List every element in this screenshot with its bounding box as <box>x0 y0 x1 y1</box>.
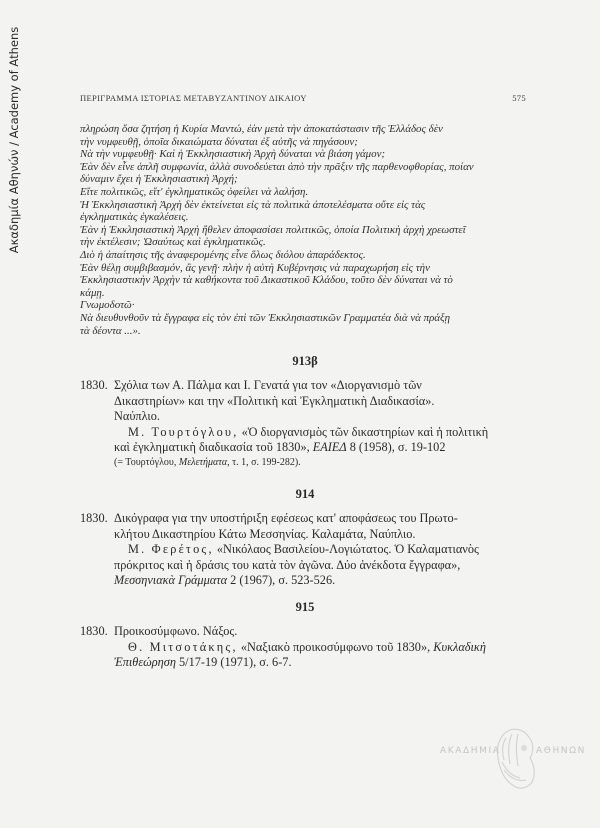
quote-line: Γνωμοδοτῶ· <box>80 299 135 312</box>
reference-line: «Ναξιακὸ προικοσύμφωνο τοῦ 1830», <box>240 639 431 654</box>
reference-line: 2 (1967), σ. 523-526. <box>230 573 336 588</box>
entry-desc-line: Δικόγραφα για την υποστήριξη εφέσεως κατ' αποφάσεως του Πρωτο- <box>114 511 458 525</box>
section-number: 914 <box>295 487 315 501</box>
entry-reference-cont <box>80 558 530 574</box>
reference-note <box>80 456 530 469</box>
entry-reference-cont <box>80 440 530 456</box>
reference-line: 8 (1958), σ. 19-102 <box>349 440 446 455</box>
entry-reference <box>80 640 530 656</box>
entry-desc-line: κλήτου Δικαστηρίου Κάτω Μεσσηνίας. Καλαμάτα, Ναύπλιο. <box>114 526 416 541</box>
reference-author: Μ. Τουρτόγλου, <box>128 424 239 439</box>
side-label-text: Ακαδημία Αθηνών / Academy of Athens <box>7 26 21 254</box>
entry-desc-line: Σχόλια των Α. Πάλμα και Ι. Γενατά για τον «Διοργανισμὸ τῶν <box>114 378 422 392</box>
reference-author: Μ. Φερέτος, <box>128 542 214 557</box>
reference-journal: Μεσσηνιακὰ Γράμματα <box>114 573 228 588</box>
reference-line: πρόκριτος καὶ ἡ δράσις του κατὰ τὸν ἀγῶνα. Δύο ἀνέκδοτα ἔγγραφα», <box>114 557 461 572</box>
quote-line: δύναμιν ἔχει ἡ Ἐκκλησιαστικὴ Ἀρχή; <box>80 173 238 186</box>
entry-reference-cont <box>80 655 530 671</box>
entry-reference-cont <box>80 573 530 589</box>
watermark-left-text: ΑΚΑΔΗΜΙΑ <box>440 746 501 756</box>
quote-line: τὰ δέοντα ...». <box>80 324 141 337</box>
quote-line: ἐγκληματικὰς ἐγκαλέσεις. <box>80 211 189 224</box>
quote-line: τὴν ἐκτέλεσιν; Ὡσαύτως καὶ ἐγκληματικῶς. <box>80 236 266 249</box>
quote-block <box>80 123 530 337</box>
side-label <box>2 26 26 254</box>
reference-line: καὶ ἐγκληματικὴ διαδικασία τοῦ 1830», <box>114 440 310 455</box>
reference-line: 5/17-19 (1971), σ. 6-7. <box>179 655 292 670</box>
note-prefix: (= Τουρτόγλου, <box>114 456 179 468</box>
entry-year: 1830. <box>80 378 108 392</box>
note-suffix: , τ. 1, σ. 199-282). <box>227 456 301 468</box>
header-title: ΠΕΡΙΓΡΑΜΜΑ ΙΣΤΟΡΙΑΣ ΜΕΤΑΒΥΖΑΝΤΙΝΟΥ ΔΙΚΑΙΟΥ <box>80 93 307 103</box>
quote-line: Ἐκκλησιαστικὴν Ἀρχὴν τὰ καθήκοντα τοῦ Δικαστικοῦ Κλάδου, τοῦτο δὲν δύναται νὰ τὸ <box>80 274 453 287</box>
watermark-right-text: ΑΘΗΝΩΝ <box>536 746 586 756</box>
entry-description <box>80 378 530 425</box>
reference-line: «Νικόλαος Βασιλείου-Λογιώτατος. Ὁ Καλαματιανὸς <box>216 542 479 557</box>
quote-line: Νὰ διευθυνθοῦν τὰ ἔγγραφα εἰς τὸν ἐπὶ τῶν Ἐκκλησιαστικῶν Γραμματέα διὰ νὰ πράξῃ <box>80 311 451 324</box>
academy-logo-watermark <box>440 718 600 798</box>
entry-description <box>80 511 530 542</box>
note-italic: Μελετήματα <box>178 456 228 468</box>
entry-desc-line: Ναύπλιο. <box>114 409 160 424</box>
quote-line: Νὰ τὴν νυμφευθῇ· Καὶ ἡ Ἐκκλησιαστικὴ Ἀρχὴ δύναται νὰ βιάση γάμον; <box>80 148 386 161</box>
quote-line: Ἐὰν ἡ Ἐκκλησιαστικὴ Ἀρχὴ ἤθελεν ἀποφασίσει πολιτικῶς, ὁποία Πολιτικὴ ἀρχὴ χρεωστεῖ <box>80 223 466 236</box>
quote-line: Εἴτε πολιτικῶς, εἴτ' ἐγκληματικῶς ὀφείλει νὰ λαλήση. <box>80 185 309 198</box>
quote-line: Ἐὰν θέλῃ συμβιβασμόν, ἂς γενῇ· πλὴν ἡ αὐτὴ Κυβέρνησις νὰ παραχωρήση εἰς τὴν <box>80 261 430 274</box>
entry-desc-line: Δικαστηρίων» και την «Πολιτικὴ καὶ Ἐγκληματικὴ Διαδικασία». <box>114 393 435 408</box>
entry-reference <box>80 542 530 558</box>
quote-line: κάμῃ. <box>80 286 105 299</box>
entry-year: 1830. <box>80 624 108 638</box>
bibliography-entry <box>80 624 530 671</box>
running-header <box>80 93 526 103</box>
quote-line: Ἐὰν δὲν εἶνε ἁπλῆ συμφωνία, ἀλλὰ συνοδεύεται ἀπὸ τὴν πρᾶξιν τῆς παρθενοφθορίας, ποίαν <box>80 160 474 173</box>
reference-journal: Κυκλαδικὴ <box>433 639 486 654</box>
quote-line: πληρώση ὅσα ζητήση ἡ Κυρία Μαντώ, ἐὰν μετὰ τὴν ἀποκατάστασιν τῆς Ἑλλάδος δὲν <box>80 123 443 135</box>
entry-reference <box>80 425 530 441</box>
bibliography-entry <box>80 511 530 589</box>
reference-line: «Ὁ διοργανισμὸς τῶν δικαστηρίων καὶ ἡ πολιτικὴ <box>241 424 489 439</box>
reference-author: Θ. Μιτσοτάκης, <box>128 639 238 654</box>
quote-line: τὴν νυμφευθῇ, ὁποῖα δικαιώματα δύναται ἐξ αὐτῆς νὰ πηγάσουν; <box>80 135 358 148</box>
entry-year: 1830. <box>80 511 108 525</box>
section-number: 915 <box>295 600 315 614</box>
reference-journal: ΕΑΙΕΔ <box>312 440 347 455</box>
entry-desc-line: Προικοσύμφωνο. Νάξος. <box>114 624 238 638</box>
reference-journal-cont: Ἐπιθεώρηση <box>114 655 176 670</box>
quote-line: Ἡ Ἐκκλησιαστικὴ Ἀρχὴ δὲν ἐκτείνεται εἰς τὰ πολιτικὰ ἀποτελέσματα οὔτε εἰς τὰς <box>80 198 426 211</box>
quote-line: Διὸ ἡ ἀπαίτησις τῆς ἀναφερομένης εἶνε ὅλως διόλου ἀπαράδεκτος. <box>80 248 366 261</box>
page-number: 575 <box>512 93 526 103</box>
entry-description <box>80 624 530 640</box>
bibliography-entry <box>80 378 530 469</box>
section-number: 913β <box>292 354 318 368</box>
